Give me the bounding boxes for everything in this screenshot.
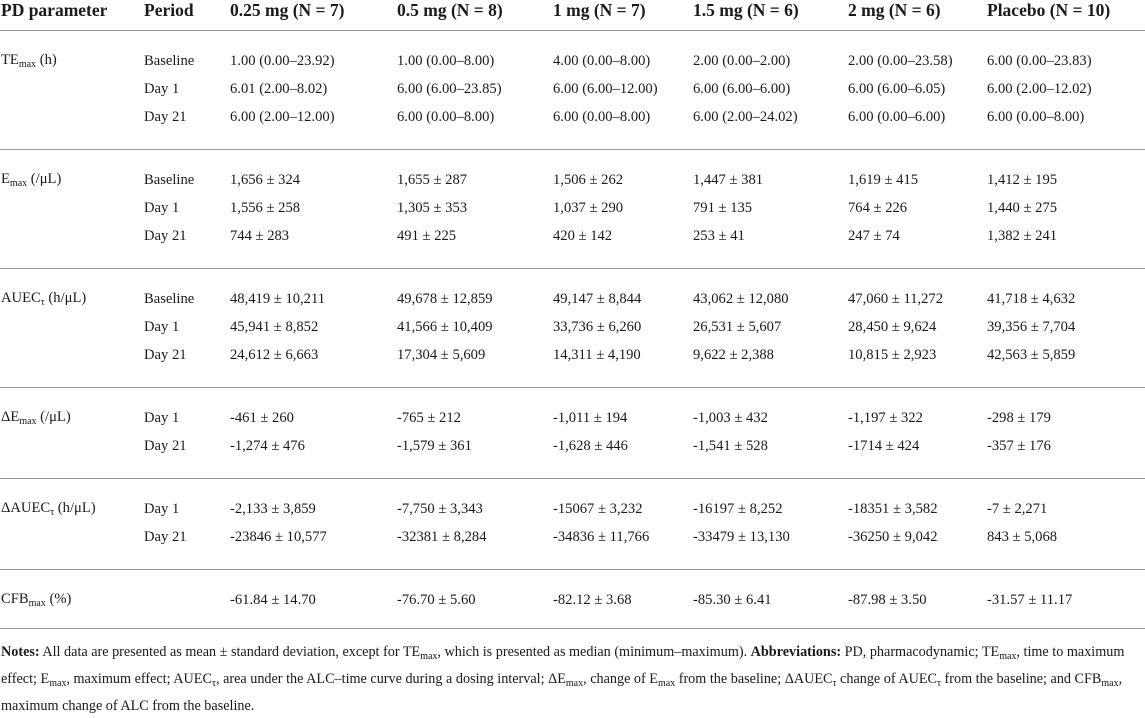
table-row [0, 570, 1145, 629]
value-cell: 6.00 (6.00–6.00) [693, 80, 791, 97]
value-cell: -1714 ± 424 [846, 432, 985, 479]
table-row [0, 31, 1145, 76]
value-cell: 247 ± 74 [846, 222, 985, 269]
value-cell: 1,440 ± 275 [987, 199, 1058, 216]
abbreviations-label: Abbreviations: [750, 644, 842, 660]
table-row [0, 150, 1145, 195]
table-row [0, 75, 1145, 103]
value-cell: -461 ± 260 [230, 409, 294, 426]
value-cell: -2,133 ± 3,859 [230, 500, 316, 517]
pd-parameter-label [0, 432, 142, 479]
value-cell: 6.00 (0.00–8.00) [551, 103, 691, 150]
value-cell: 6.00 (6.00–6.05) [848, 80, 946, 97]
value-cell: -1,628 ± 446 [551, 432, 691, 479]
value-cell: 1.00 (0.00–8.00) [397, 52, 495, 69]
value-cell: 14,311 ± 4,190 [551, 341, 691, 388]
pd-parameter-label: $\Delta E_{max}$ (/μL) [1, 409, 71, 427]
table-row [0, 222, 1145, 269]
pd-parameter-label [0, 523, 142, 570]
value-cell: 6.00 (0.00–23.83) [987, 52, 1092, 69]
value-cell: 6.00 (0.00–8.00) [985, 103, 1145, 150]
period-cell: Baseline [144, 171, 195, 188]
value-cell: -298 ± 179 [987, 409, 1051, 426]
pd-parameter-label [0, 103, 142, 150]
value-cell: 28,450 ± 9,624 [848, 318, 937, 335]
value-cell: 6.00 (0.00–6.00) [846, 103, 985, 150]
notes-label: Notes: [1, 644, 40, 660]
value-cell: 744 ± 283 [228, 222, 395, 269]
value-cell: -33479 ± 13,130 [691, 523, 846, 570]
value-cell: 420 ± 142 [551, 222, 691, 269]
value-cell: 2.00 (0.00–2.00) [693, 52, 791, 69]
value-cell: -1,003 ± 432 [693, 409, 768, 426]
period-cell: Baseline [144, 290, 195, 307]
value-cell: -1,011 ± 194 [553, 409, 628, 426]
value-cell: 791 ± 135 [693, 199, 753, 216]
value-cell: 1,447 ± 381 [693, 171, 764, 188]
period-cell: Day 21 [142, 523, 228, 570]
value-cell: 9,622 ± 2,388 [691, 341, 846, 388]
value-cell: 1,556 ± 258 [230, 199, 301, 216]
value-cell: -36250 ± 9,042 [846, 523, 985, 570]
value-cell: 6.00 (6.00–12.00) [553, 80, 658, 97]
value-cell: 1,619 ± 415 [848, 171, 919, 188]
value-cell: 45,941 ± 8,852 [230, 318, 319, 335]
value-cell: -1,274 ± 476 [228, 432, 395, 479]
column-header: 0.25 mg (N = 7) [228, 0, 395, 31]
value-cell: 1,506 ± 262 [553, 171, 624, 188]
table-row [0, 269, 1145, 314]
period-cell: Day 21 [142, 432, 228, 479]
period-cell: Day 21 [142, 222, 228, 269]
value-cell: 43,062 ± 12,080 [693, 290, 789, 307]
value-cell: -15067 ± 3,232 [553, 500, 643, 517]
value-cell: 2.00 (0.00–23.58) [848, 52, 953, 69]
value-cell: 24,612 ± 6,663 [228, 341, 395, 388]
value-cell: 49,678 ± 12,859 [397, 290, 493, 307]
value-cell: 49,147 ± 8,844 [553, 290, 642, 307]
column-header: 2 mg (N = 6) [846, 0, 985, 31]
value-cell: -1,541 ± 528 [691, 432, 846, 479]
value-cell: -31.57 ± 11.17 [985, 570, 1145, 629]
value-cell: -32381 ± 8,284 [395, 523, 551, 570]
table-row [0, 432, 1145, 479]
value-cell: -82.12 ± 3.68 [551, 570, 691, 629]
value-cell: 1,305 ± 353 [397, 199, 468, 216]
value-cell: 17,304 ± 5,609 [395, 341, 551, 388]
column-header: 1 mg (N = 7) [551, 0, 691, 31]
value-cell: 47,060 ± 11,272 [848, 290, 944, 307]
pd-parameter-label [0, 75, 142, 103]
table-row [0, 194, 1145, 222]
value-cell: 48,419 ± 10,211 [230, 290, 326, 307]
value-cell: 26,531 ± 5,607 [693, 318, 782, 335]
pd-parameter-label: $TE_{max}$ (h) [1, 52, 57, 70]
pd-parameter-label: $\Delta AUEC_\tau$ (h/μL) [1, 500, 96, 518]
value-cell: -18351 ± 3,582 [848, 500, 938, 517]
value-cell: 6.00 (6.00–23.85) [397, 80, 502, 97]
period-cell: Baseline [144, 52, 195, 69]
value-cell: 6.00 (2.00–12.02) [987, 80, 1092, 97]
value-cell: -357 ± 176 [985, 432, 1145, 479]
value-cell: -76.70 ± 5.60 [395, 570, 551, 629]
table-row [0, 313, 1145, 341]
column-header: 0.5 mg (N = 8) [395, 0, 551, 31]
pd-parameter-label [0, 222, 142, 269]
table-row [0, 388, 1145, 433]
pd-parameter-label: $E_{max}$ (/μL) [1, 171, 62, 189]
value-cell: -23846 ± 10,577 [228, 523, 395, 570]
pd-parameter-label: $AUEC_\tau$ (h/μL) [1, 290, 87, 308]
value-cell: 33,736 ± 6,260 [553, 318, 642, 335]
value-cell: -1,579 ± 361 [395, 432, 551, 479]
pd-parameter-label: $CFB_{max}$ (%) [0, 570, 142, 629]
value-cell: 764 ± 226 [848, 199, 908, 216]
value-cell: -7 ± 2,271 [987, 500, 1048, 517]
value-cell: -7,750 ± 3,343 [397, 500, 483, 517]
value-cell: 1,412 ± 195 [987, 171, 1058, 188]
value-cell: -34836 ± 11,766 [551, 523, 691, 570]
table-row [0, 341, 1145, 388]
value-cell: -765 ± 212 [397, 409, 461, 426]
table-row [0, 103, 1145, 150]
period-cell: Day 1 [144, 199, 180, 216]
pd-parameter-label [0, 194, 142, 222]
column-header: Period [142, 0, 228, 31]
table-header [0, 0, 1145, 31]
table-body [0, 31, 1145, 629]
value-cell: 843 ± 5,068 [985, 523, 1145, 570]
value-cell: 41,566 ± 10,409 [397, 318, 493, 335]
table-notes: Notes: All data are presented as mean ± standard deviation, except for $TE_{max}$, which is presented as median (minimum–maximum). Abbreviations: PD, pharmacodynamic; $TE_{max}$, time to maximum effect; $E_{max}$, maximum effect; $AUEC_\tau$, area under the ALC–time curve during a dosing interval; $\Delta E_{max}$, change of $E_{max}$ from the baseline; $\Delta AUEC_\tau$ change of $AUEC_\tau$ from the baseline; and $CFB_{max}$, maximum change of ALC from the baseline. [1, 644, 1125, 715]
value-cell: 42,563 ± 5,859 [985, 341, 1145, 388]
notes-text: All data are presented as mean ± standard deviation, except for TE [39, 644, 421, 660]
value-cell: 1,656 ± 324 [230, 171, 301, 188]
value-cell: 1,655 ± 287 [397, 171, 468, 188]
column-header: 1.5 mg (N = 6) [691, 0, 846, 31]
pd-parameter-label [0, 341, 142, 388]
value-cell: -87.98 ± 3.50 [846, 570, 985, 629]
value-cell: 491 ± 225 [395, 222, 551, 269]
period-cell: Day 1 [144, 80, 180, 97]
table-row [0, 523, 1145, 570]
value-cell: 253 ± 41 [691, 222, 846, 269]
value-cell: 6.01 (2.00–8.02) [230, 80, 328, 97]
value-cell: 1,037 ± 290 [553, 199, 624, 216]
table-row [0, 479, 1145, 524]
period-cell: Day 21 [142, 341, 228, 388]
period-cell [142, 570, 228, 629]
header-row [0, 0, 1145, 31]
value-cell: 1,382 ± 241 [985, 222, 1145, 269]
value-cell: 6.00 (2.00–24.02) [691, 103, 846, 150]
value-cell: 1.00 (0.00–23.92) [230, 52, 335, 69]
value-cell: -61.84 ± 14.70 [228, 570, 395, 629]
period-cell: Day 1 [144, 318, 180, 335]
column-header: Placebo (N = 10) [985, 0, 1145, 31]
pd-parameter-label [0, 313, 142, 341]
value-cell: 10,815 ± 2,923 [846, 341, 985, 388]
value-cell: 41,718 ± 4,632 [987, 290, 1076, 307]
value-cell: 6.00 (0.00–8.00) [395, 103, 551, 150]
value-cell: -85.30 ± 6.41 [691, 570, 846, 629]
value-cell: 4.00 (0.00–8.00) [553, 52, 651, 69]
value-cell: -16197 ± 8,252 [693, 500, 783, 517]
value-cell: 39,356 ± 7,704 [987, 318, 1076, 335]
period-cell: Day 1 [144, 409, 180, 426]
period-cell: Day 1 [144, 500, 180, 517]
value-cell: 6.00 (2.00–12.00) [228, 103, 395, 150]
column-header: PD parameter [0, 0, 142, 31]
value-cell: -1,197 ± 322 [848, 409, 923, 426]
period-cell: Day 21 [142, 103, 228, 150]
